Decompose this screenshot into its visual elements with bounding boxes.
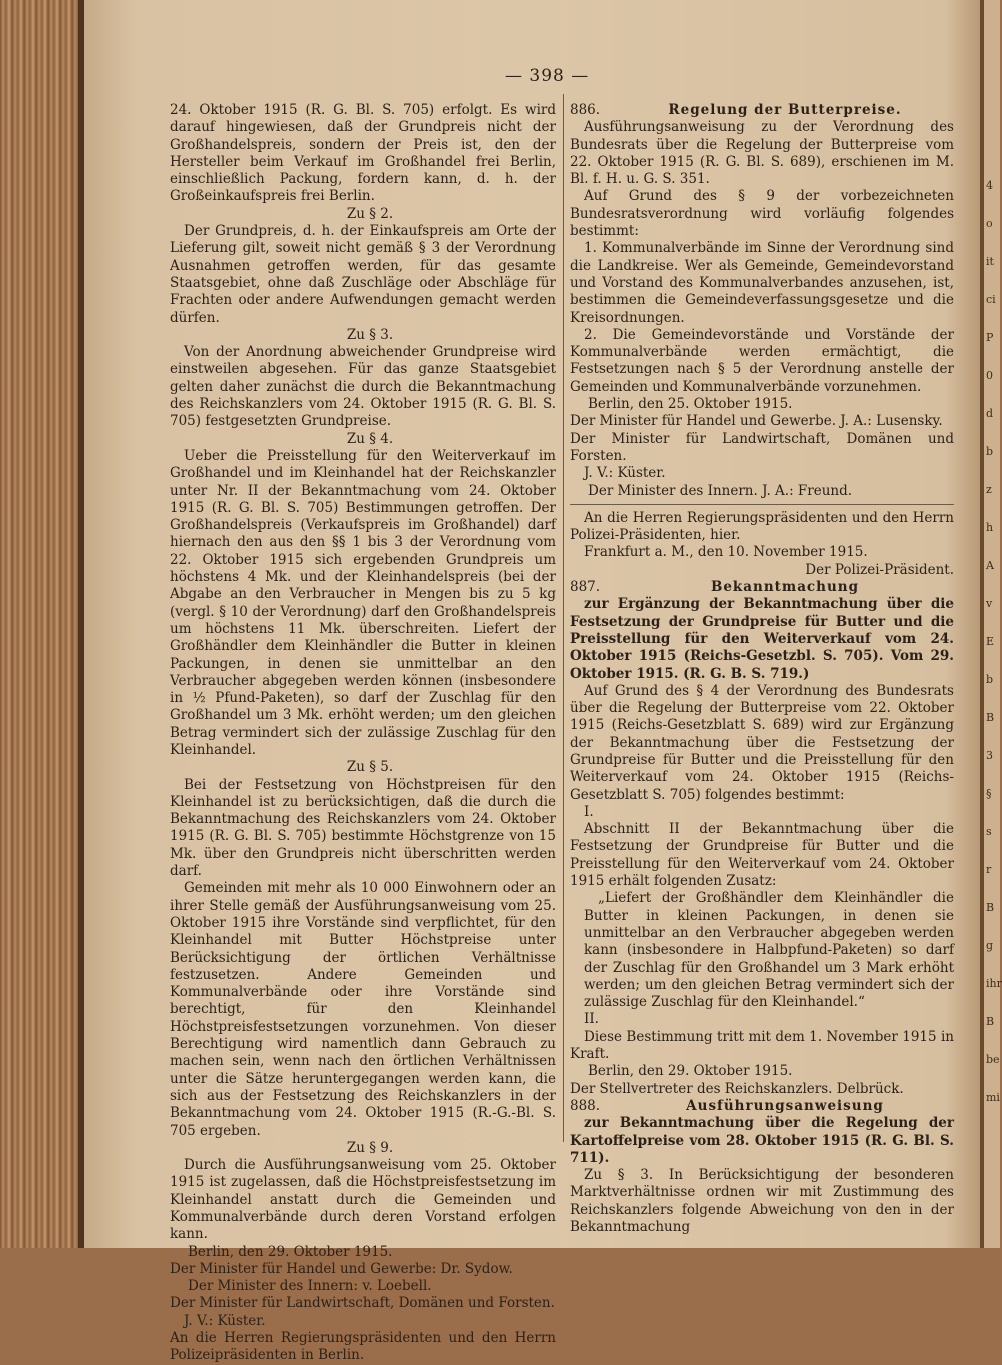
- signature-date: Frankfurt a. M., den 10. November 1915.: [584, 544, 868, 561]
- paragraph: Zu § 3. In Berücksichtigung der besonderen Marktverhältnisse ordnen wir mit Zustimmung des Reichskanzlers folgende Abweichung von den in der Bekanntmachung: [570, 1167, 954, 1235]
- roman-numeral: I.: [584, 803, 594, 820]
- next-page-fragment: be: [986, 1053, 1000, 1066]
- paragraph: Auf Grund des § 4 der Verordnung des Bundesrats über die Regelung der Butterpreise vom 22. Oktober 1915 (Reichs-Gesetzblatt S. 689) wird zur Ergänzung der Bekanntmachung über die Festsetzung der Grundpreise für Butter und die Preisstellung für den Weiterverkauf vom 24. Oktober 1915 (Reichs-Gesetzblatt S. 705) folgendes bestimmt:: [570, 682, 954, 803]
- paragraph: Der Grundpreis, d. h. der Einkaufspreis am Orte der Lieferung gilt, soweit nicht gemäß § 3 der Verordnung Ausnahmen getroffen werden, für das gesamte Staatsgebiet, ohne daß Zuschläge oder Abschläge für Frachten oder andere Aufwendungen gemacht werden dürfen.: [170, 223, 556, 326]
- next-page-fragment: o: [986, 217, 993, 230]
- entry-subtitle: zur Bekanntmachung über die Regelung der Kartoffelpreise vom 28. Oktober 1915 (R. G. Bl. S. 711).: [570, 1115, 954, 1166]
- next-page-fragment: 3: [986, 749, 993, 762]
- next-page-fragment: h: [986, 521, 994, 534]
- next-page-fragment: 0: [986, 369, 993, 382]
- next-page-fragment: b: [986, 445, 994, 458]
- paragraph: Bei der Festsetzung von Höchstpreisen für den Kleinhandel ist zu berücksichtigen, daß die durch die Bekanntmachung des Reichskanzlers vom 24. Oktober 1915 (R. G. Bl. S. 705) bestimmte Höchstgrenze von 15 Mk. über den Grundpreis nicht überschritten werden darf.: [170, 776, 556, 880]
- next-page-fragment: v: [986, 597, 993, 610]
- next-page-fragment: z: [986, 483, 992, 496]
- next-page-fragment: B: [986, 901, 995, 914]
- book-binding-edge: [0, 0, 84, 1248]
- entry-title: Ausführungsanweisung: [686, 1097, 884, 1114]
- next-page-fragment: ihr: [986, 977, 1002, 990]
- section-heading: Zu § 3.: [346, 326, 394, 343]
- signature-line: J. V.: Küster.: [184, 1312, 266, 1329]
- entry-887-header: [570, 579, 954, 596]
- next-page-fragment: §: [986, 787, 992, 800]
- next-page-fragment: b: [986, 673, 994, 686]
- signature-date: Berlin, den 25. Oktober 1915.: [588, 396, 793, 413]
- paragraph: Von der Anordnung abweichender Grundpreise wird einstweilen abgesehen. Für das ganze Staatsgebiet gelten daher zunächst die durch die Bekanntmachung des Reichskanzlers vom 24. Oktober 1915 (R. G. Bl. S. 705) festgesetzten Grundpreise.: [170, 344, 556, 430]
- signature-date: Berlin, den 29. Oktober 1915.: [188, 1243, 393, 1260]
- signature-line: Der Stellvertreter des Reichskanzlers. Delbrück.: [570, 1080, 904, 1097]
- next-page-fragment: r: [986, 863, 992, 876]
- right-column: [570, 102, 954, 1236]
- signature-line: Der Minister für Landwirtschaft, Domänen und Forsten.: [570, 430, 954, 464]
- next-page-fragment: B: [986, 1015, 995, 1028]
- next-page-fragment: g: [986, 939, 994, 952]
- signature-line: Der Minister für Landwirtschaft, Domänen und Forsten.: [170, 1295, 555, 1312]
- paragraph: Abschnitt II der Bekanntmachung über die Festsetzung der Grundpreise für Butter und die Preisstellung für den Weiterverkauf vom 24. Oktober 1915 erhält folgenden Zusatz:: [570, 821, 954, 890]
- paragraph: 24. Oktober 1915 (R. G. Bl. S. 705) erfolgt. Es wird darauf hingewiesen, daß der Grundpreis nicht der Großhandelspreis, sondern der Preis ist, den der Hersteller beim Verkauf im Großhandel frei Berlin, einschließlich Packung, fordern kann, d. h. der Großeinkaufspreis frei Berlin.: [170, 102, 556, 205]
- paragraph: Gemeinden mit mehr als 10 000 Einwohnern oder an ihrer Stelle gemäß der Ausführungsanweisung vom 25. Oktober 1915 ihre Vorstände sind verpflichtet, für den Kleinhandel mit Butter Höchstpreise unter Berücksichtigung der örtlichen Verhältnisse festzusetzen. Andere Gemeinden und Kommunalverbände oder ihre Vorstände sind berechtigt, für den Kleinhandel Höchstpreisfestsetzungen vorzunehmen. Von dieser Berechtigung wird namentlich dann Gebrauch zu machen sein, wenn nach den örtlichen Verhältnissen unter die Sätze heruntergegangen werden kann, die sich aus der Festsetzung des Reichskanzlers in der Bekanntmachung vom 24. Oktober 1915 (R.-G.-Bl. S. 705 ergeben.: [170, 880, 556, 1139]
- next-page-fragment: mi: [986, 1091, 1000, 1104]
- column-divider: [563, 94, 564, 1142]
- signature-line: Der Minister des Innern. J. A.: Freund.: [588, 482, 853, 499]
- signature-line: Der Polizei-Präsident.: [805, 561, 954, 578]
- entry-number: 888.: [570, 1097, 601, 1114]
- signature-date: Berlin, den 29. Oktober 1915.: [588, 1063, 793, 1080]
- next-page-fragment: P: [986, 331, 994, 344]
- paragraph: Durch die Ausführungsanweisung vom 25. Oktober 1915 ist zugelassen, daß die Höchstpreisfestsetzung im Kleinhandel anstatt durch die Gemeinden und Kommunalverbände durch deren Vorstand erfolgen kann.: [170, 1157, 556, 1243]
- addressee: An die Herren Regierungspräsidenten und den Herrn Polizei-Präsidenten, hier.: [570, 509, 954, 544]
- next-page-fragment: s: [986, 825, 992, 838]
- entry-title: Bekanntmachung: [710, 579, 860, 596]
- paragraph: 2. Die Gemeindevorstände und Vorstände der Kommunalverbände werden ermächtigt, die Festsetzungen nach § 5 der Verordnung anstelle der Gemeinden und Kommunalverbände vorzunehmen.: [570, 326, 954, 395]
- signature-line: Der Minister für Handel und Gewerbe: Dr. Sydow.: [170, 1260, 513, 1277]
- paragraph: Auf Grund des § 9 der vorbezeichneten Bundesratsverordnung wird vorläufig folgendes bestimmt:: [570, 188, 954, 240]
- roman-numeral: II.: [584, 1011, 599, 1028]
- next-page-edge: [980, 0, 1000, 1248]
- paragraph: 1. Kommunalverbände im Sinne der Verordnung sind die Landkreise. Wer als Gemeinde, Gemeindevorstand und Vorstand des Kommunalverbandes anzusehen, ist, bestimmen die Gemeindeverfassungsgesetze und die Kreisordnungen.: [570, 240, 954, 326]
- next-page-fragment: B: [986, 711, 995, 724]
- next-page-fragment: A: [986, 559, 994, 572]
- section-heading: Zu § 2.: [346, 205, 394, 222]
- section-heading: Zu § 5.: [346, 759, 394, 776]
- signature-line: J. V.: Küster.: [584, 465, 666, 482]
- next-page-fragment: it: [986, 255, 994, 268]
- section-heading: Zu § 9.: [346, 1139, 394, 1156]
- entry-number: 887.: [570, 579, 601, 596]
- next-page-fragment: ci: [986, 293, 996, 306]
- next-page-fragment: 4: [986, 179, 993, 192]
- paragraph: Ausführungsanweisung zu der Verordnung des Bundesrats über die Regelung der Butterpreise vom 22. Oktober 1915 (R. G. Bl. S. 689), erschienen im M. Bl. f. H. u. G. S. 351.: [570, 119, 954, 188]
- signature-line: Der Minister des Innern: v. Loebell.: [188, 1278, 432, 1295]
- paragraph: Diese Bestimmung tritt mit dem 1. November 1915 in Kraft.: [570, 1028, 954, 1063]
- left-column: [170, 102, 556, 1365]
- entry-number: 886.: [570, 102, 601, 118]
- signature-line: Der Minister für Handel und Gewerbe. J. A.: Lusensky.: [570, 413, 943, 430]
- entry-subtitle: zur Ergänzung der Bekanntmachung über die Festsetzung der Grundpreise für Butter und die Preisstellung für den Weiterverkauf vom 24. Oktober 1915 (Reichs-Gesetzbl. S. 705). Vom 29. Oktober 1915. (R. G. B. S. 719.): [570, 596, 954, 682]
- addressee: An die Herren Regierungspräsidenten und den Herrn Polizeipräsidenten in Berlin.: [170, 1330, 556, 1364]
- paragraph: Ueber die Preisstellung für den Weiterverkauf im Großhandel und im Kleinhandel hat der Reichskanzler unter Nr. II der Bekanntmachung vom 24. Oktober 1915 (R. G. Bl. S. 705) Bestimmungen getroffen. Der Großhandelspreis (Verkaufspreis im Großhandel) darf hiernach den aus den §§ 1 bis 3 der Verordnung vom 22. Oktober 1915 sich ergebenden Grundpreis um höchstens 4 Mk. und der Kleinhandelspreis (bei der Abgabe an den Verbraucher in Mengen bis zu 5 kg (vergl. § 10 der Verordnung) darf den Großhandelspreis um höchstens 11 Mk. überschreiten. Liefert der Großhändler dem Kleinhändler die Butter in kleinen Packungen, in denen sie unmittelbar an den Verbraucher abgegeben werden können (insbesondere in ½ Pfund-Paketen), so darf der Zuschlag für den Großhandel um 3 Mk. erhöht werden; um den gleichen Betrag vermindert sich der zulässige Zuschlag für den Kleinhandel.: [170, 447, 556, 758]
- entry-title: Regelung der Butterpreise.: [668, 102, 902, 118]
- separator-line: [570, 504, 954, 505]
- page-number: — 398 —: [505, 66, 590, 86]
- quoted-text: „Liefert der Großhändler dem Kleinhändler die Butter in kleinen Packungen, in denen sie unmittelbar an den Verbraucher abgegeben werden kann (insbesondere in Halbpfund-Paketen) so darf der Zuschlag für den Großhandel um 3 Mark erhöht werden; um den gleichen Betrag vermindert sich der zulässige Zuschlag für den Kleinhandel.“: [584, 890, 954, 1011]
- entry-888-header: [570, 1098, 954, 1115]
- next-page-fragment: d: [986, 407, 994, 420]
- next-page-fragment: E: [986, 635, 995, 648]
- entry-886-header: [570, 102, 954, 119]
- section-heading: Zu § 4.: [346, 430, 394, 447]
